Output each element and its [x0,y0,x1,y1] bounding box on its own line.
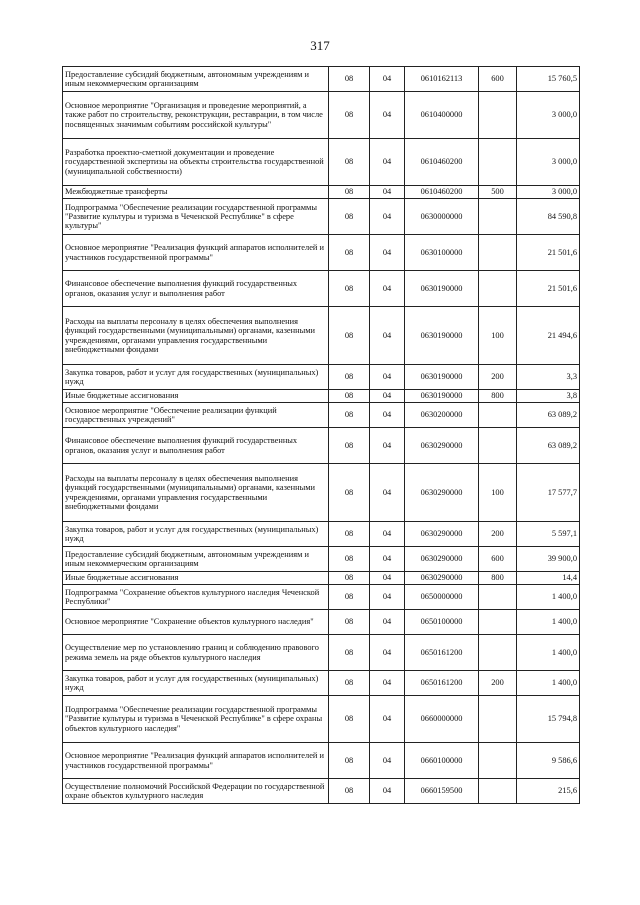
target-article-cell: 0610400000 [405,92,479,139]
row-name-cell: Межбюджетные трансферты [63,186,329,199]
table-row [63,403,580,428]
amount-cell: 63 089,2 [517,428,580,464]
amount-cell: 21 501,6 [517,235,580,271]
expense-type-cell [479,235,517,271]
section-code-cell: 08 [329,403,370,428]
amount-cell: 14,4 [517,572,580,585]
subsection-code-cell: 04 [370,92,405,139]
section-code-cell: 08 [329,671,370,696]
row-name-cell: Основное мероприятие "Реализация функций аппаратов исполнителей и участников государственной программы" [63,235,329,271]
row-name-cell: Закупка товаров, работ и услуг для государственных (муниципальных) нужд [63,522,329,547]
row-name-cell: Подпрограмма "Обеспечение реализации государственной программы "Развитие культуры и туризма в Чеченской Республике" в сфере культуры" [63,199,329,235]
target-article-cell: 0660000000 [405,696,479,743]
table-row [63,743,580,779]
table-row [63,585,580,610]
row-name-cell: Иные бюджетные ассигнования [63,572,329,585]
expense-type-cell: 800 [479,390,517,403]
amount-cell: 5 597,1 [517,522,580,547]
target-article-cell: 0630290000 [405,464,479,522]
row-name-cell: Основное мероприятие "Организация и проведение мероприятий, а также работ по строительству, реконструкции, реставрации, в том числе посвященных значимым событиям российской культуры" [63,92,329,139]
expense-type-cell [479,779,517,804]
target-article-cell: 0610162113 [405,67,479,92]
subsection-code-cell: 04 [370,199,405,235]
row-name-cell: Расходы на выплаты персоналу в целях обеспечения выполнения функций государственными (муниципальными) органами, казенными учреждениями, органами управления государственными внебюджетными фондами [63,307,329,365]
section-code-cell: 08 [329,464,370,522]
table-row [63,235,580,271]
section-code-cell: 08 [329,92,370,139]
target-article-cell: 0650161200 [405,635,479,671]
subsection-code-cell: 04 [370,547,405,572]
row-name-cell: Осуществление полномочий Российской Федерации по государственной охране объектов культурного наследия [63,779,329,804]
table-row [63,186,580,199]
amount-cell: 39 900,0 [517,547,580,572]
amount-cell: 1 400,0 [517,585,580,610]
target-article-cell: 0650000000 [405,585,479,610]
subsection-code-cell: 04 [370,403,405,428]
target-article-cell: 0630290000 [405,572,479,585]
expense-type-cell: 800 [479,572,517,585]
target-article-cell: 0630190000 [405,307,479,365]
row-name-cell: Основное мероприятие "Обеспечение реализации функций государственных учреждений" [63,403,329,428]
subsection-code-cell: 04 [370,428,405,464]
amount-cell: 17 577,7 [517,464,580,522]
table-row [63,547,580,572]
row-name-cell: Закупка товаров, работ и услуг для государственных (муниципальных) нужд [63,365,329,390]
expense-type-cell: 200 [479,671,517,696]
section-code-cell: 08 [329,522,370,547]
row-name-cell: Подпрограмма "Обеспечение реализации государственной программы "Развитие культуры и туризма в Чеченской Республике" в сфере охраны объектов культурного наследия" [63,696,329,743]
subsection-code-cell: 04 [370,743,405,779]
expense-type-cell [479,696,517,743]
subsection-code-cell: 04 [370,572,405,585]
expense-type-cell: 500 [479,186,517,199]
row-name-cell: Основное мероприятие "Сохранение объектов культурного наследия" [63,610,329,635]
table-row [63,671,580,696]
row-name-cell: Разработка проектно-сметной документации и проведение государственной экспертизы на объекты строительства государственной (муниципальной собственности) [63,139,329,186]
amount-cell: 84 590,8 [517,199,580,235]
section-code-cell: 08 [329,610,370,635]
expense-type-cell [479,139,517,186]
target-article-cell: 0650100000 [405,610,479,635]
table-row [63,390,580,403]
target-article-cell: 0630200000 [405,403,479,428]
target-article-cell: 0630190000 [405,271,479,307]
target-article-cell: 0650161200 [405,671,479,696]
expense-type-cell [479,428,517,464]
amount-cell: 3 000,0 [517,139,580,186]
expense-type-cell [479,743,517,779]
row-name-cell: Закупка товаров, работ и услуг для государственных (муниципальных) нужд [63,671,329,696]
expense-type-cell [479,585,517,610]
target-article-cell: 0610460200 [405,186,479,199]
target-article-cell: 0630190000 [405,390,479,403]
section-code-cell: 08 [329,547,370,572]
expense-type-cell [479,271,517,307]
expense-type-cell: 200 [479,522,517,547]
amount-cell: 3,8 [517,390,580,403]
budget-table [62,66,580,804]
amount-cell: 3 000,0 [517,92,580,139]
expense-type-cell [479,610,517,635]
subsection-code-cell: 04 [370,671,405,696]
expense-type-cell [479,199,517,235]
expense-type-cell: 600 [479,547,517,572]
section-code-cell: 08 [329,779,370,804]
budget-table-body [63,67,580,804]
table-row [63,635,580,671]
row-name-cell: Финансовое обеспечение выполнения функций государственных органов, оказания услуг и выполнения работ [63,271,329,307]
expense-type-cell: 200 [479,365,517,390]
amount-cell: 9 586,6 [517,743,580,779]
section-code-cell: 08 [329,271,370,307]
table-row [63,139,580,186]
row-name-cell: Расходы на выплаты персоналу в целях обеспечения выполнения функций государственными (муниципальными) органами, казенными учреждениями, органами управления государственными внебюджетными фондами [63,464,329,522]
table-row [63,428,580,464]
target-article-cell: 0630190000 [405,365,479,390]
section-code-cell: 08 [329,743,370,779]
row-name-cell: Подпрограмма "Сохранение объектов культурного наследия Чеченской Республики" [63,585,329,610]
expense-type-cell [479,92,517,139]
amount-cell: 21 501,6 [517,271,580,307]
amount-cell: 215,6 [517,779,580,804]
target-article-cell: 0630100000 [405,235,479,271]
subsection-code-cell: 04 [370,139,405,186]
table-row [63,696,580,743]
subsection-code-cell: 04 [370,390,405,403]
section-code-cell: 08 [329,199,370,235]
subsection-code-cell: 04 [370,307,405,365]
section-code-cell: 08 [329,390,370,403]
table-row [63,572,580,585]
section-code-cell: 08 [329,428,370,464]
section-code-cell: 08 [329,139,370,186]
row-name-cell: Основное мероприятие "Реализация функций аппаратов исполнителей и участников государственной программы" [63,743,329,779]
table-row [63,199,580,235]
section-code-cell: 08 [329,365,370,390]
section-code-cell: 08 [329,67,370,92]
table-row [63,271,580,307]
subsection-code-cell: 04 [370,464,405,522]
subsection-code-cell: 04 [370,779,405,804]
section-code-cell: 08 [329,696,370,743]
section-code-cell: 08 [329,635,370,671]
table-row [63,92,580,139]
amount-cell: 21 494,6 [517,307,580,365]
section-code-cell: 08 [329,585,370,610]
amount-cell: 63 089,2 [517,403,580,428]
amount-cell: 1 400,0 [517,671,580,696]
target-article-cell: 0660100000 [405,743,479,779]
row-name-cell: Финансовое обеспечение выполнения функций государственных органов, оказания услуг и выполнения работ [63,428,329,464]
section-code-cell: 08 [329,307,370,365]
subsection-code-cell: 04 [370,235,405,271]
expense-type-cell [479,403,517,428]
table-row [63,307,580,365]
target-article-cell: 0660159500 [405,779,479,804]
page-number: 317 [310,38,330,53]
expense-type-cell [479,635,517,671]
row-name-cell: Предоставление субсидий бюджетным, автономным учреждениям и иным некоммерческим организациям [63,547,329,572]
row-name-cell: Иные бюджетные ассигнования [63,390,329,403]
target-article-cell: 0630000000 [405,199,479,235]
subsection-code-cell: 04 [370,635,405,671]
subsection-code-cell: 04 [370,585,405,610]
amount-cell: 1 400,0 [517,610,580,635]
target-article-cell: 0610460200 [405,139,479,186]
table-row [63,67,580,92]
target-article-cell: 0630290000 [405,522,479,547]
subsection-code-cell: 04 [370,271,405,307]
table-row [63,522,580,547]
expense-type-cell: 600 [479,67,517,92]
amount-cell: 1 400,0 [517,635,580,671]
table-row [63,464,580,522]
section-code-cell: 08 [329,572,370,585]
subsection-code-cell: 04 [370,696,405,743]
row-name-cell: Предоставление субсидий бюджетным, автономным учреждениям и иным некоммерческим организациям [63,67,329,92]
expense-type-cell: 100 [479,307,517,365]
table-row [63,365,580,390]
amount-cell: 15 760,5 [517,67,580,92]
subsection-code-cell: 04 [370,610,405,635]
subsection-code-cell: 04 [370,186,405,199]
subsection-code-cell: 04 [370,67,405,92]
section-code-cell: 08 [329,235,370,271]
target-article-cell: 0630290000 [405,547,479,572]
section-code-cell: 08 [329,186,370,199]
table-row [63,610,580,635]
amount-cell: 3,3 [517,365,580,390]
expense-type-cell: 100 [479,464,517,522]
amount-cell: 3 000,0 [517,186,580,199]
target-article-cell: 0630290000 [405,428,479,464]
subsection-code-cell: 04 [370,522,405,547]
table-row [63,779,580,804]
subsection-code-cell: 04 [370,365,405,390]
amount-cell: 15 794,8 [517,696,580,743]
row-name-cell: Осуществление мер по установлению границ и соблюдению правового режима земель на ряде объектов культурного наследия [63,635,329,671]
